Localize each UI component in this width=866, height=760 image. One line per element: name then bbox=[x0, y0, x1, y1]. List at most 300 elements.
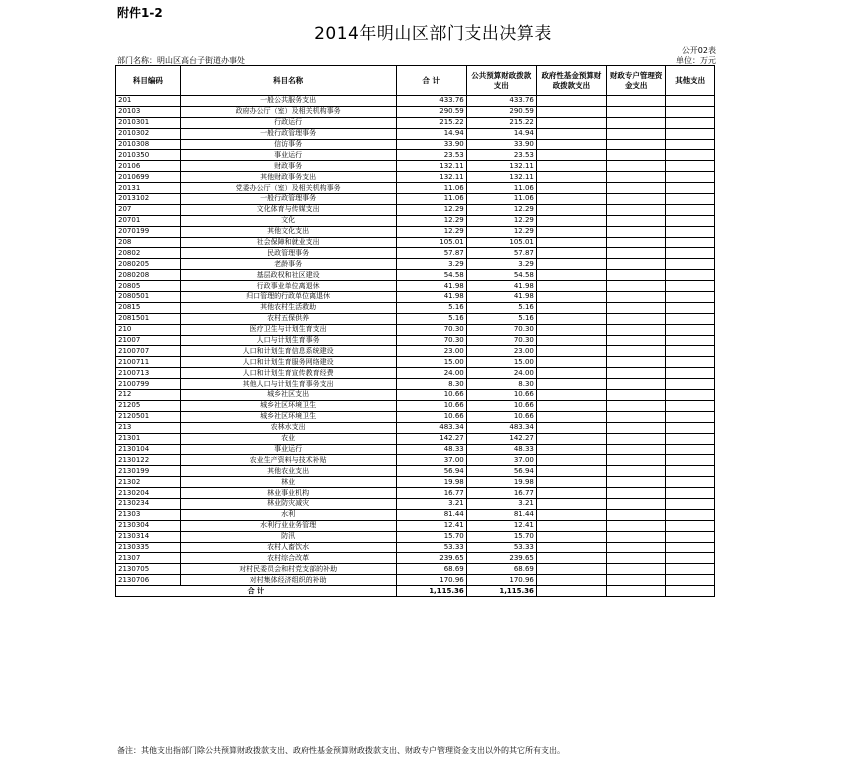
row-total: 19.98 bbox=[396, 477, 466, 488]
table-row bbox=[116, 139, 715, 150]
row-fund-budget bbox=[536, 531, 606, 542]
row-name: 老龄事务 bbox=[180, 259, 396, 270]
row-public-budget: 12.29 bbox=[466, 215, 536, 226]
row-total: 41.98 bbox=[396, 292, 466, 303]
row-public-budget: 23.53 bbox=[466, 150, 536, 161]
row-special-account bbox=[607, 411, 666, 422]
row-special-account bbox=[607, 466, 666, 477]
row-other bbox=[666, 357, 715, 368]
row-special-account bbox=[607, 270, 666, 281]
row-total: 12.29 bbox=[396, 215, 466, 226]
row-code: 21302 bbox=[116, 477, 181, 488]
row-fund-budget bbox=[536, 368, 606, 379]
row-special-account bbox=[607, 477, 666, 488]
row-fund-budget bbox=[536, 313, 606, 324]
table-row bbox=[116, 390, 715, 401]
row-other bbox=[666, 400, 715, 411]
row-name: 防汛 bbox=[180, 531, 396, 542]
row-public-budget: 11.06 bbox=[466, 194, 536, 205]
row-other bbox=[666, 128, 715, 139]
row-fund-budget bbox=[536, 248, 606, 259]
header-code: 科目编码 bbox=[116, 66, 181, 96]
row-name: 林业 bbox=[180, 477, 396, 488]
table-row bbox=[116, 542, 715, 553]
table-row bbox=[116, 379, 715, 390]
row-special-account bbox=[607, 259, 666, 270]
row-total: 24.00 bbox=[396, 368, 466, 379]
row-code: 213 bbox=[116, 422, 181, 433]
row-name: 水利 bbox=[180, 509, 396, 520]
table-row bbox=[116, 161, 715, 172]
row-name: 农林水支出 bbox=[180, 422, 396, 433]
row-code: 2100713 bbox=[116, 368, 181, 379]
row-special-account bbox=[607, 150, 666, 161]
row-name: 归口管理的行政单位离退休 bbox=[180, 292, 396, 303]
row-public-budget: 8.30 bbox=[466, 379, 536, 390]
table-row bbox=[116, 204, 715, 215]
row-public-budget: 12.29 bbox=[466, 204, 536, 215]
total-fund-budget bbox=[536, 586, 606, 597]
row-other bbox=[666, 433, 715, 444]
row-other bbox=[666, 302, 715, 313]
row-special-account bbox=[607, 324, 666, 335]
table-row bbox=[116, 422, 715, 433]
table-row bbox=[116, 509, 715, 520]
row-total: 37.00 bbox=[396, 455, 466, 466]
header-row bbox=[116, 66, 715, 96]
row-total: 132.11 bbox=[396, 161, 466, 172]
row-other bbox=[666, 390, 715, 401]
row-code: 2130234 bbox=[116, 498, 181, 509]
row-fund-budget bbox=[536, 96, 606, 107]
row-fund-budget bbox=[536, 270, 606, 281]
total-row bbox=[116, 586, 715, 597]
row-other bbox=[666, 466, 715, 477]
row-total: 215.22 bbox=[396, 117, 466, 128]
table-row bbox=[116, 324, 715, 335]
table-row bbox=[116, 215, 715, 226]
row-total: 68.69 bbox=[396, 564, 466, 575]
row-code: 2010308 bbox=[116, 139, 181, 150]
row-total: 56.94 bbox=[396, 466, 466, 477]
row-total: 23.00 bbox=[396, 346, 466, 357]
row-other bbox=[666, 226, 715, 237]
row-special-account bbox=[607, 335, 666, 346]
row-name: 文化体育与传媒支出 bbox=[180, 204, 396, 215]
row-public-budget: 15.00 bbox=[466, 357, 536, 368]
row-public-budget: 16.77 bbox=[466, 488, 536, 499]
row-code: 2130314 bbox=[116, 531, 181, 542]
row-name: 对村民委员会和村党支部的补助 bbox=[180, 564, 396, 575]
row-fund-budget bbox=[536, 411, 606, 422]
row-fund-budget bbox=[536, 520, 606, 531]
row-public-budget: 433.76 bbox=[466, 96, 536, 107]
row-fund-budget bbox=[536, 106, 606, 117]
row-public-budget: 12.41 bbox=[466, 520, 536, 531]
row-public-budget: 105.01 bbox=[466, 237, 536, 248]
header-name: 科目名称 bbox=[180, 66, 396, 96]
total-sum: 1,115.36 bbox=[396, 586, 466, 597]
row-public-budget: 68.69 bbox=[466, 564, 536, 575]
table-row bbox=[116, 226, 715, 237]
row-public-budget: 14.94 bbox=[466, 128, 536, 139]
table-row bbox=[116, 270, 715, 281]
row-fund-budget bbox=[536, 346, 606, 357]
row-fund-budget bbox=[536, 172, 606, 183]
row-public-budget: 54.58 bbox=[466, 270, 536, 281]
row-name: 基层政权和社区建设 bbox=[180, 270, 396, 281]
row-special-account bbox=[607, 433, 666, 444]
table-row bbox=[116, 346, 715, 357]
table-row bbox=[116, 488, 715, 499]
row-public-budget: 41.98 bbox=[466, 292, 536, 303]
row-fund-budget bbox=[536, 117, 606, 128]
table-row bbox=[116, 281, 715, 292]
row-other bbox=[666, 368, 715, 379]
row-total: 53.33 bbox=[396, 542, 466, 553]
row-special-account bbox=[607, 281, 666, 292]
row-fund-budget bbox=[536, 455, 606, 466]
row-public-budget: 142.27 bbox=[466, 433, 536, 444]
table-row bbox=[116, 96, 715, 107]
row-other bbox=[666, 564, 715, 575]
row-special-account bbox=[607, 117, 666, 128]
row-code: 2100799 bbox=[116, 379, 181, 390]
row-fund-budget bbox=[536, 161, 606, 172]
row-fund-budget bbox=[536, 335, 606, 346]
row-special-account bbox=[607, 215, 666, 226]
row-code: 2120501 bbox=[116, 411, 181, 422]
row-fund-budget bbox=[536, 226, 606, 237]
row-code: 20805 bbox=[116, 281, 181, 292]
row-other bbox=[666, 161, 715, 172]
table-row bbox=[116, 313, 715, 324]
table-row bbox=[116, 411, 715, 422]
row-public-budget: 290.59 bbox=[466, 106, 536, 117]
row-special-account bbox=[607, 139, 666, 150]
row-public-budget: 10.66 bbox=[466, 390, 536, 401]
table-row bbox=[116, 455, 715, 466]
row-other bbox=[666, 542, 715, 553]
footnote: 备注：其他支出指部门除公共预算财政拨款支出、政府性基金预算财政拨款支出、财政专户管理资金支出以外的其它所有支出。 bbox=[117, 746, 565, 755]
row-total: 11.06 bbox=[396, 194, 466, 205]
row-fund-budget bbox=[536, 542, 606, 553]
row-name: 其他农村生活救助 bbox=[180, 302, 396, 313]
row-special-account bbox=[607, 346, 666, 357]
row-name: 对村集体经济组织的补助 bbox=[180, 575, 396, 586]
table-row bbox=[116, 259, 715, 270]
table-row bbox=[116, 498, 715, 509]
row-code: 2010302 bbox=[116, 128, 181, 139]
row-code: 207 bbox=[116, 204, 181, 215]
row-public-budget: 170.96 bbox=[466, 575, 536, 586]
row-code: 2010301 bbox=[116, 117, 181, 128]
row-special-account bbox=[607, 96, 666, 107]
row-special-account bbox=[607, 509, 666, 520]
row-special-account bbox=[607, 128, 666, 139]
row-total: 239.65 bbox=[396, 553, 466, 564]
row-special-account bbox=[607, 226, 666, 237]
row-code: 20131 bbox=[116, 183, 181, 194]
row-total: 3.21 bbox=[396, 498, 466, 509]
row-special-account bbox=[607, 357, 666, 368]
row-code: 21301 bbox=[116, 433, 181, 444]
table-row bbox=[116, 368, 715, 379]
row-other bbox=[666, 422, 715, 433]
table-row bbox=[116, 248, 715, 259]
row-total: 54.58 bbox=[396, 270, 466, 281]
table-row bbox=[116, 400, 715, 411]
row-fund-budget bbox=[536, 215, 606, 226]
row-name: 事业运行 bbox=[180, 444, 396, 455]
row-fund-budget bbox=[536, 390, 606, 401]
row-special-account bbox=[607, 313, 666, 324]
row-special-account bbox=[607, 106, 666, 117]
row-other bbox=[666, 531, 715, 542]
row-fund-budget bbox=[536, 433, 606, 444]
total-other bbox=[666, 586, 715, 597]
row-code: 2130199 bbox=[116, 466, 181, 477]
row-name: 农业 bbox=[180, 433, 396, 444]
row-public-budget: 48.33 bbox=[466, 444, 536, 455]
row-total: 132.11 bbox=[396, 172, 466, 183]
row-other bbox=[666, 183, 715, 194]
row-public-budget: 37.00 bbox=[466, 455, 536, 466]
row-code: 2100711 bbox=[116, 357, 181, 368]
row-total: 105.01 bbox=[396, 237, 466, 248]
row-other bbox=[666, 106, 715, 117]
row-special-account bbox=[607, 172, 666, 183]
row-total: 12.29 bbox=[396, 204, 466, 215]
row-total: 15.00 bbox=[396, 357, 466, 368]
row-fund-budget bbox=[536, 400, 606, 411]
row-other bbox=[666, 281, 715, 292]
row-fund-budget bbox=[536, 357, 606, 368]
row-total: 14.94 bbox=[396, 128, 466, 139]
row-total: 433.76 bbox=[396, 96, 466, 107]
row-other bbox=[666, 215, 715, 226]
row-public-budget: 24.00 bbox=[466, 368, 536, 379]
row-fund-budget bbox=[536, 183, 606, 194]
row-name: 党委办公厅（室）及相关机构事务 bbox=[180, 183, 396, 194]
row-fund-budget bbox=[536, 498, 606, 509]
row-public-budget: 3.29 bbox=[466, 259, 536, 270]
row-other bbox=[666, 270, 715, 281]
unit-label: 单位：万元 bbox=[676, 56, 716, 65]
row-code: 2080205 bbox=[116, 259, 181, 270]
table-row bbox=[116, 575, 715, 586]
row-total: 10.66 bbox=[396, 411, 466, 422]
row-total: 10.66 bbox=[396, 400, 466, 411]
row-name: 城乡社区环境卫生 bbox=[180, 411, 396, 422]
row-public-budget: 53.33 bbox=[466, 542, 536, 553]
row-total: 5.16 bbox=[396, 302, 466, 313]
row-name: 农业生产资料与技术补贴 bbox=[180, 455, 396, 466]
header-total: 合 计 bbox=[396, 66, 466, 96]
row-total: 11.06 bbox=[396, 183, 466, 194]
row-public-budget: 5.16 bbox=[466, 313, 536, 324]
row-other bbox=[666, 488, 715, 499]
row-other bbox=[666, 194, 715, 205]
row-code: 21007 bbox=[116, 335, 181, 346]
attachment-label: 附件1-2 bbox=[117, 6, 163, 20]
row-code: 2130706 bbox=[116, 575, 181, 586]
table-row bbox=[116, 292, 715, 303]
table-row bbox=[116, 477, 715, 488]
row-other bbox=[666, 150, 715, 161]
row-other bbox=[666, 455, 715, 466]
row-other bbox=[666, 411, 715, 422]
row-fund-budget bbox=[536, 575, 606, 586]
row-other bbox=[666, 477, 715, 488]
row-public-budget: 132.11 bbox=[466, 161, 536, 172]
table-row bbox=[116, 564, 715, 575]
row-fund-budget bbox=[536, 553, 606, 564]
row-fund-budget bbox=[536, 150, 606, 161]
row-name: 政府办公厅（室）及相关机构事务 bbox=[180, 106, 396, 117]
row-public-budget: 215.22 bbox=[466, 117, 536, 128]
total-public-budget: 1,115.36 bbox=[466, 586, 536, 597]
row-other bbox=[666, 575, 715, 586]
row-fund-budget bbox=[536, 237, 606, 248]
row-name: 人口和计划生育信息系统建设 bbox=[180, 346, 396, 357]
row-total: 170.96 bbox=[396, 575, 466, 586]
row-name: 行政事业单位离退休 bbox=[180, 281, 396, 292]
row-other bbox=[666, 292, 715, 303]
row-total: 48.33 bbox=[396, 444, 466, 455]
row-special-account bbox=[607, 455, 666, 466]
row-public-budget: 239.65 bbox=[466, 553, 536, 564]
table-row bbox=[116, 433, 715, 444]
row-total: 8.30 bbox=[396, 379, 466, 390]
row-public-budget: 23.00 bbox=[466, 346, 536, 357]
row-total: 57.87 bbox=[396, 248, 466, 259]
row-other bbox=[666, 117, 715, 128]
row-name: 人口与计划生育事务 bbox=[180, 335, 396, 346]
table-row bbox=[116, 357, 715, 368]
header-other: 其他支出 bbox=[666, 66, 715, 96]
total-special-account bbox=[607, 586, 666, 597]
row-name: 人口和计划生育服务网络建设 bbox=[180, 357, 396, 368]
row-code: 2130204 bbox=[116, 488, 181, 499]
row-name: 农村人畜饮水 bbox=[180, 542, 396, 553]
row-fund-budget bbox=[536, 281, 606, 292]
row-name: 林业防灾减灾 bbox=[180, 498, 396, 509]
row-code: 2081501 bbox=[116, 313, 181, 324]
row-public-budget: 70.30 bbox=[466, 324, 536, 335]
row-code: 20701 bbox=[116, 215, 181, 226]
row-fund-budget bbox=[536, 422, 606, 433]
row-other bbox=[666, 313, 715, 324]
row-name: 其他农业支出 bbox=[180, 466, 396, 477]
row-total: 70.30 bbox=[396, 324, 466, 335]
row-total: 70.30 bbox=[396, 335, 466, 346]
row-special-account bbox=[607, 498, 666, 509]
row-fund-budget bbox=[536, 379, 606, 390]
row-name: 一般公共服务支出 bbox=[180, 96, 396, 107]
row-fund-budget bbox=[536, 509, 606, 520]
row-name: 民政管理事务 bbox=[180, 248, 396, 259]
row-name: 农村综合改革 bbox=[180, 553, 396, 564]
row-other bbox=[666, 509, 715, 520]
row-name: 林业事业机构 bbox=[180, 488, 396, 499]
row-fund-budget bbox=[536, 128, 606, 139]
header-fund-budget: 政府性基金预算财政拨款支出 bbox=[536, 66, 606, 96]
row-code: 2100707 bbox=[116, 346, 181, 357]
row-other bbox=[666, 96, 715, 107]
row-public-budget: 41.98 bbox=[466, 281, 536, 292]
row-total: 5.16 bbox=[396, 313, 466, 324]
table-row bbox=[116, 335, 715, 346]
row-fund-budget bbox=[536, 292, 606, 303]
row-other bbox=[666, 204, 715, 215]
row-name: 水利行业业务管理 bbox=[180, 520, 396, 531]
row-other bbox=[666, 346, 715, 357]
row-fund-budget bbox=[536, 444, 606, 455]
row-other bbox=[666, 498, 715, 509]
row-other bbox=[666, 444, 715, 455]
table-row bbox=[116, 520, 715, 531]
row-fund-budget bbox=[536, 324, 606, 335]
row-code: 2013102 bbox=[116, 194, 181, 205]
row-name: 城乡社区环境卫生 bbox=[180, 400, 396, 411]
row-special-account bbox=[607, 390, 666, 401]
row-public-budget: 12.29 bbox=[466, 226, 536, 237]
row-special-account bbox=[607, 204, 666, 215]
row-total: 12.29 bbox=[396, 226, 466, 237]
row-public-budget: 11.06 bbox=[466, 183, 536, 194]
row-special-account bbox=[607, 564, 666, 575]
row-code: 2130304 bbox=[116, 520, 181, 531]
row-fund-budget bbox=[536, 466, 606, 477]
row-code: 2130705 bbox=[116, 564, 181, 575]
row-code: 2130122 bbox=[116, 455, 181, 466]
row-other bbox=[666, 259, 715, 270]
row-special-account bbox=[607, 488, 666, 499]
row-code: 21303 bbox=[116, 509, 181, 520]
row-name: 城乡社区支出 bbox=[180, 390, 396, 401]
row-other bbox=[666, 324, 715, 335]
row-code: 2070199 bbox=[116, 226, 181, 237]
table-row bbox=[116, 150, 715, 161]
row-total: 41.98 bbox=[396, 281, 466, 292]
row-total: 16.77 bbox=[396, 488, 466, 499]
row-special-account bbox=[607, 302, 666, 313]
row-code: 20802 bbox=[116, 248, 181, 259]
row-code: 21205 bbox=[116, 400, 181, 411]
row-public-budget: 19.98 bbox=[466, 477, 536, 488]
row-fund-budget bbox=[536, 259, 606, 270]
expenditure-table bbox=[115, 65, 715, 597]
row-public-budget: 33.90 bbox=[466, 139, 536, 150]
row-name: 社会保障和就业支出 bbox=[180, 237, 396, 248]
row-name: 其他文化支出 bbox=[180, 226, 396, 237]
row-special-account bbox=[607, 161, 666, 172]
row-code: 20815 bbox=[116, 302, 181, 313]
header-public-budget: 公共预算财政拨款支出 bbox=[466, 66, 536, 96]
table-row bbox=[116, 531, 715, 542]
row-special-account bbox=[607, 379, 666, 390]
row-total: 142.27 bbox=[396, 433, 466, 444]
row-code: 2010699 bbox=[116, 172, 181, 183]
row-fund-budget bbox=[536, 564, 606, 575]
row-special-account bbox=[607, 575, 666, 586]
row-code: 21307 bbox=[116, 553, 181, 564]
table-row bbox=[116, 172, 715, 183]
row-special-account bbox=[607, 400, 666, 411]
row-special-account bbox=[607, 444, 666, 455]
row-public-budget: 57.87 bbox=[466, 248, 536, 259]
